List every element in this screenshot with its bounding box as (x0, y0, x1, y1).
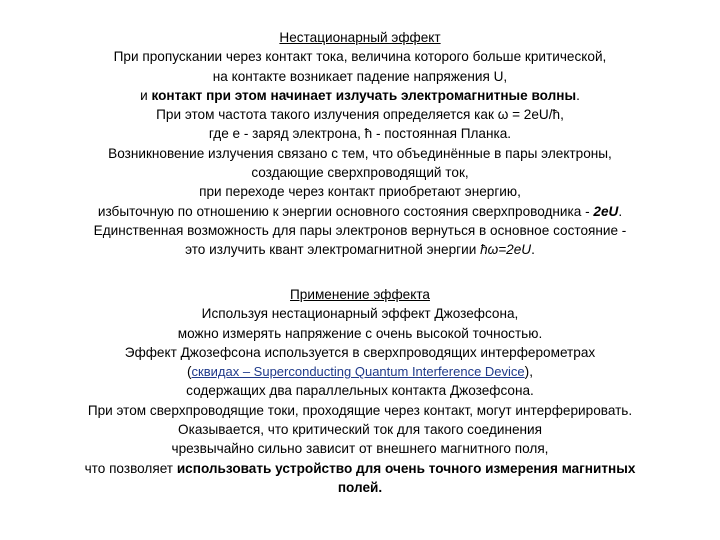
text-line (20, 459, 700, 478)
text-line: на контакте возникает падение напряжения U, (212, 68, 508, 84)
text-fragment: это излучить квант электромагнитной энергии (185, 242, 481, 258)
text-line (20, 362, 700, 381)
text-fragment: что позволяет (84, 460, 177, 476)
text-fragment: ( (187, 364, 192, 380)
text-fragment: . (378, 479, 383, 495)
text-fragment: . (531, 242, 535, 258)
text-line: При этом сверхпроводящие токи, проходящие через контакт, могут интерферировать. (87, 402, 633, 418)
text-line: где e - заряд электрона, ħ - постоянная Планка. (208, 126, 512, 142)
text-fragment: . (618, 203, 623, 219)
text-fragment: избыточную по отношению к энергии основного состояния сверхпроводника - (97, 203, 594, 219)
text-fragment: и (140, 87, 152, 103)
text-line: Используя нестационарный эффект Джозефсона, (201, 306, 519, 322)
section-title-nonstationary: Нестационарный эффект (279, 30, 441, 45)
text-line: Оказывается, что критический ток для такого соединения (178, 422, 542, 438)
bold-measurement-statement-end: полей (337, 479, 379, 495)
squid-link[interactable]: сквидах – Superconducting Quantum Interference Device (191, 364, 525, 380)
text-line: При пропускании через контакт тока, величина которого больше критической, (113, 49, 607, 65)
text-line: Возникновение излучения связано с тем, что объединённые в пары электроны, (108, 145, 612, 161)
text-line: чрезвычайно сильно зависит от внешнего магнитного поля, (171, 441, 549, 457)
text-line: содержащих два параллельных контакта Джозефсона. (186, 383, 534, 399)
nonstationary-effect-section (20, 28, 700, 260)
text-fragment: ), (524, 364, 533, 380)
bold-measurement-statement: использовать устройство для очень точного измерения магнитных (176, 460, 636, 476)
bold-emission-statement: контакт при этом начинает излучать электромагнитные волны (151, 87, 577, 103)
text-line (20, 202, 700, 221)
text-line: Эффект Джозефсона используется в сверхпроводящих интерферометрах (124, 344, 596, 360)
text-line (20, 86, 700, 105)
text-line: можно измерять напряжение с очень высокой точностью. (177, 325, 543, 341)
bold-energy-term: 2eU (593, 203, 619, 219)
text-line (20, 240, 700, 259)
section-title-application: Применение эффекта (290, 287, 430, 302)
quantum-formula: ħω=2eU (480, 242, 532, 258)
text-line (20, 478, 700, 497)
text-line: при переходе через контакт приобретают энергию, (199, 184, 521, 200)
text-line: При этом частота такого излучения определяется как ω = 2eU/ħ, (156, 107, 564, 123)
text-line: создающие сверхпроводящий ток, (251, 165, 469, 181)
text-fragment: . (576, 87, 580, 103)
application-section (20, 285, 700, 497)
text-line: Единственная возможность для пары электронов вернуться в основное состояние - (93, 222, 627, 238)
